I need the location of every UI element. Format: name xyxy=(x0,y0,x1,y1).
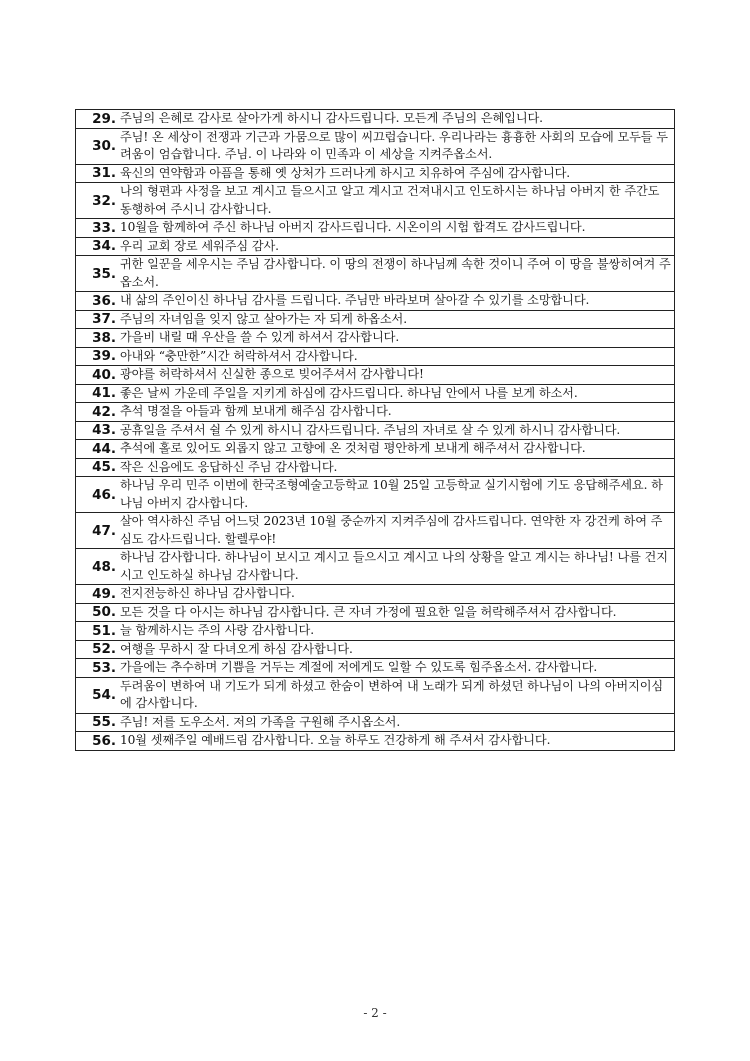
table-row xyxy=(76,622,675,641)
entry-number: 29. xyxy=(92,110,116,127)
entry-number: 56. xyxy=(92,732,116,749)
table-row xyxy=(76,347,675,366)
entry-text: 여행을 무하시 잘 다녀오게 하심 감사합니다. xyxy=(120,641,353,656)
entry-text: 10월 셋째주일 예배드림 감사합니다. 오늘 하루도 건강하게 해 주셔서 감사합니다. xyxy=(120,733,551,747)
entry-text: 주님의 자녀임을 잊지 않고 살아가는 자 되게 하옵소서. xyxy=(120,311,408,326)
entry-text: 하나님 우리 민주 이번에 한국조형예술고등학교 10월 25일 고등학교 실기시험에 기도 응답해주세요. 하나님 아버지 감사합니다. xyxy=(120,478,663,510)
entry-text: 작은 신음에도 응답하신 주님 감사합니다. xyxy=(120,459,338,474)
entry-text: 아내와 “충만한”시간 허락하셔서 감사합니다. xyxy=(120,348,358,363)
table-row xyxy=(76,513,675,549)
entry-text: 내 삶의 주인이신 하나님 감사를 드립니다. 주님만 바라보며 살아갈 수 있기를 소망합니다. xyxy=(120,293,590,307)
table-row xyxy=(76,659,675,678)
entry-number: 51. xyxy=(92,622,116,639)
entry-number: 37. xyxy=(92,311,116,328)
table-row xyxy=(76,677,675,713)
table-row xyxy=(76,366,675,385)
entry-text: 가을비 내릴 때 우산을 쓸 수 있게 하셔서 감사합니다. xyxy=(120,330,400,344)
table-row xyxy=(76,403,675,422)
entry-number: 33. xyxy=(92,219,116,236)
entry-text: 늘 함께하시는 주의 사랑 감사합니다. xyxy=(120,623,314,637)
entry-number: 30. xyxy=(92,138,116,154)
table-row xyxy=(76,640,675,659)
entry-number: 49. xyxy=(92,585,116,602)
entry-number: 46. xyxy=(92,486,116,503)
table-row xyxy=(76,585,675,604)
entry-number: 55. xyxy=(92,714,116,731)
table-row xyxy=(76,292,675,311)
entry-number: 36. xyxy=(92,292,116,309)
entry-text: 우리 교회 장로 세워주심 감사. xyxy=(120,238,279,253)
table-row xyxy=(76,440,675,459)
entry-text: 전지전능하신 하나님 감사합니다. xyxy=(120,586,295,600)
entry-text: 육신의 연약함과 아픔을 통해 옛 상처가 드러나게 하시고 치유하여 주심에 감사합니다. xyxy=(120,165,571,180)
entry-text: 추석에 홀로 있어도 외롭지 않고 고향에 온 것처럼 평안하게 보내게 해주셔서 감사합니다. xyxy=(120,441,586,455)
entry-text: 살아 역사하신 주님 어느덧 2023년 10월 중순까지 지켜주심에 감사드립니다. 연약한 자 강건케 하여 주심도 감사드립니다. 할렐루야! xyxy=(120,514,663,546)
table-row xyxy=(76,256,675,292)
table-row xyxy=(76,713,675,732)
table-row xyxy=(76,329,675,348)
prayer-table-body xyxy=(76,110,675,751)
entry-text: 공휴일을 주셔서 쉴 수 있게 하시니 감사드립니다. 주님의 자녀로 살 수 있게 하시니 감사합니다. xyxy=(120,422,621,437)
table-row xyxy=(76,310,675,329)
table-row xyxy=(76,128,675,164)
table-row xyxy=(76,384,675,403)
entry-number: 32. xyxy=(92,192,116,209)
table-row xyxy=(76,603,675,622)
entry-text: 주님의 은혜로 감사로 살아가게 하시니 감사드립니다. 모든게 주님의 은혜입니다. xyxy=(120,111,543,125)
entry-text: 모든 것을 다 아시는 하나님 감사합니다. 큰 자녀 가정에 필요한 일을 허락해주셔서 감사합니다. xyxy=(120,604,617,619)
table-row xyxy=(76,183,675,219)
entry-text: 좋은 날씨 가운데 주일을 지키게 하심에 감사드립니다. 하나님 안에서 나를 보게 하소서. xyxy=(120,385,578,400)
entry-number: 53. xyxy=(92,659,116,676)
table-row xyxy=(76,164,675,183)
entry-number: 40. xyxy=(92,366,116,383)
table-row xyxy=(76,549,675,585)
table-row xyxy=(76,732,675,751)
table-row xyxy=(76,237,675,256)
entry-text: 주님! 온 세상이 전쟁과 기근과 가뭄으로 많이 씨끄럽습니다. 우리나라는 흉흉한 사회의 모습에 모두들 두려움이 엄습합니다. 주님. 이 나라와 이 민족과 이 세상을 지켜주옵소서. xyxy=(120,129,668,161)
entry-number: 43. xyxy=(92,422,116,439)
entry-number: 52. xyxy=(92,641,116,658)
entry-text: 추석 명절을 아들과 함께 보내게 해주심 감사합니다. xyxy=(120,404,392,418)
entry-text: 가을에는 추수하며 기쁨을 거두는 계절에 저에게도 일할 수 있도록 힘주옵소서. 감사합니다. xyxy=(120,660,598,674)
entry-number: 54. xyxy=(92,687,116,703)
entry-text: 나의 형편과 사정을 보고 계시고 들으시고 알고 계시고 건져내시고 인도하시는 하나님 아버지 한 주간도 동행하여 주시니 감사합니다. xyxy=(120,184,660,216)
entry-number: 50. xyxy=(92,604,116,621)
table-row xyxy=(76,477,675,513)
entry-number: 31. xyxy=(92,165,116,182)
entry-text: 광야를 허락하셔서 신실한 종으로 빚어주셔서 감사합니다! xyxy=(120,367,424,381)
entry-number: 47. xyxy=(92,522,116,539)
entry-text: 하나님 감사합니다. 하나님이 보시고 계시고 들으시고 계시고 나의 상황을 알고 계시는 하나님! 나를 건지시고 인도하실 하나님 감사합니다. xyxy=(120,550,668,582)
entry-text: 귀한 일꾼을 세우시는 주님 감사합니다. 이 땅의 전쟁이 하나님께 속한 것이니 주여 이 땅을 불쌍히여겨 주옵소서. xyxy=(120,257,671,289)
entry-number: 41. xyxy=(92,385,116,402)
entry-number: 42. xyxy=(92,403,116,420)
table-row xyxy=(76,110,675,129)
entry-text: 10월을 함께하여 주신 하나님 아버지 감사드립니다. 시온이의 시험 합격도 감사드립니다. xyxy=(120,220,586,234)
entry-text: 주님! 저를 도우소서. 저의 가족을 구원해 주시옵소서. xyxy=(120,714,401,729)
entry-number: 35. xyxy=(92,265,116,282)
entry-number: 34. xyxy=(92,238,116,255)
entry-number: 45. xyxy=(92,459,116,476)
prayer-table xyxy=(75,109,675,751)
entry-number: 39. xyxy=(92,348,116,365)
table-row xyxy=(76,219,675,238)
entry-number: 44. xyxy=(92,440,116,457)
table-row xyxy=(76,421,675,440)
entry-number: 38. xyxy=(92,329,116,346)
entry-number: 48. xyxy=(92,558,116,575)
table-row xyxy=(76,458,675,477)
entry-text: 두려움이 변하여 내 기도가 되게 하셨고 한숨이 변하여 내 노래가 되게 하셨던 하나님이 나의 아버지이심에 감사합니다. xyxy=(120,678,664,710)
page-number: - 2 - xyxy=(363,1006,387,1020)
